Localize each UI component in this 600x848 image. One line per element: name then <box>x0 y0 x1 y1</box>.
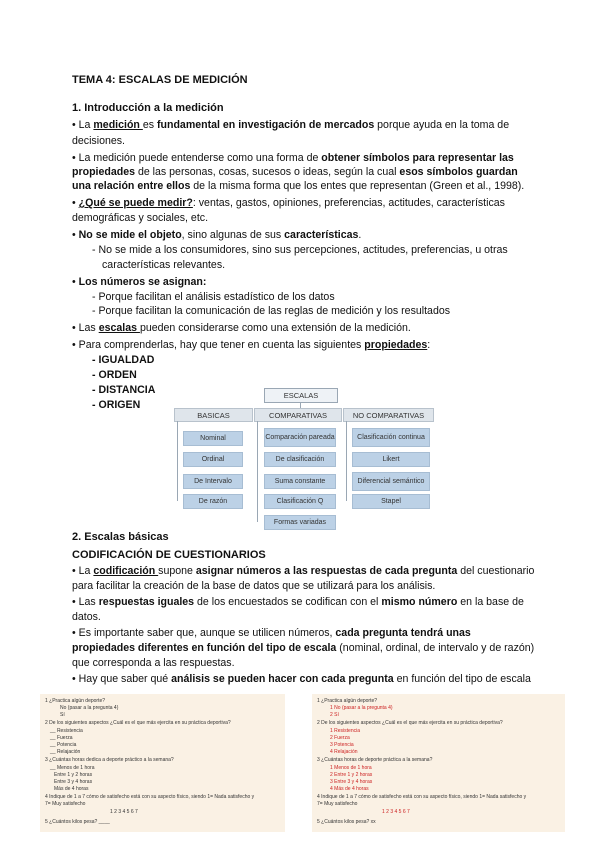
paragraph-5-bullet-1: - Porque facilitan el análisis estadístico de los datos <box>92 291 335 303</box>
paragraph-4-bullet-cont: características relevantes. <box>102 259 226 271</box>
section-2-subheading: CODIFICACIÓN DE CUESTIONARIOS <box>72 549 266 561</box>
diagram-item: De Intervalo <box>183 474 243 489</box>
diagram-item: Likert <box>352 452 430 467</box>
paragraph-5-line-1: • Los números se asignan: <box>72 276 207 288</box>
thumb-line: 5 ¿Cuántos kilos pesa? ____ <box>45 819 110 825</box>
section-2-heading: 2. Escalas básicas <box>72 531 169 543</box>
diagram-item: Clasificación continua <box>352 428 430 447</box>
thumb-line: 1 ¿Practica algún deporte? <box>45 698 106 704</box>
thumb-line: 3 Potencia <box>330 742 354 748</box>
s2-paragraph-3-line-1: • Es importante saber que, aunque se utilicen números, cada pregunta tendrá unas <box>72 627 471 639</box>
thumb-line: 1 Resistencia <box>330 728 361 734</box>
property-orden: - ORDEN <box>92 369 137 381</box>
s2-paragraph-1-line-1: • La codificación supone asignar números a las respuestas de cada pregunta del cuestionario <box>72 565 535 577</box>
paragraph-2-line-2: propiedades de las personas, cosas, sucesos o ideas, según la cual esos símbolos guardan <box>72 166 518 178</box>
property-origen: - ORIGEN <box>92 399 141 411</box>
property-distancia: - DISTANCIA <box>92 384 156 396</box>
questionnaire-coded-image <box>312 694 565 832</box>
diagram-item: Nominal <box>183 431 243 446</box>
paragraph-2-line-3: una relación entre ellos de la misma forma que los entes que representan (Green et al., 1998). <box>72 180 525 192</box>
s2-paragraph-4: • Hay que saber qué análisis se pueden hacer con cada pregunta en función del tipo de escala <box>72 673 531 685</box>
diagram-item: Stapel <box>352 494 430 509</box>
diagram-item: Clasificación Q <box>264 494 336 509</box>
diagram-header-basicas: BASICAS <box>174 408 253 422</box>
s2-paragraph-3-line-2: propiedades diferentes en función del tipo de escala (nominal, ordinal, de intervalo y de razón) <box>72 642 535 654</box>
thumb-line: 1 No (pasar a la pregunta 4) <box>330 705 393 711</box>
paragraph-5-bullet-2: - Porque facilitan la comunicación de las reglas de medición y los resultados <box>92 305 451 317</box>
diagram-item: Ordinal <box>183 452 243 467</box>
thumb-line: 5 ¿Cuántos kilos pesa? xx <box>317 819 376 825</box>
s2-paragraph-1-line-2: para facilitar la creación de la base de datos que se utilizará para los análisis. <box>72 580 436 592</box>
thumb-line: 4 Relajación <box>330 749 358 755</box>
thumb-line: 7= Muy satisfecho <box>45 801 86 807</box>
thumb-line: Más de 4 horas <box>54 786 89 792</box>
thumb-line: 3 ¿Cuántas horas de deporte práctica a la semana? <box>317 757 433 763</box>
thumb-line: 3 Entre 3 y 4 horas <box>330 779 373 785</box>
thumb-line: __ Fuerza <box>50 735 73 741</box>
thumb-line: __ Relajación <box>50 749 81 755</box>
thumb-line: 2 Sí <box>330 712 339 718</box>
thumb-line: 1 Menos de 1 hora <box>330 765 372 771</box>
thumb-line: 2 De los siguientes aspectos ¿Cuál es el que más ejercita en su práctica deportiva? <box>317 720 503 726</box>
s2-paragraph-2-line-1: • Las respuestas iguales de los encuestados se codifican con el mismo número en la base de <box>72 596 524 608</box>
diagram-connector <box>257 421 258 522</box>
paragraph-7: • Para comprenderlas, hay que tener en cuenta las siguientes propiedades: <box>72 339 431 351</box>
thumb-line: 1 2 3 4 5 6 7 <box>110 809 138 815</box>
thumb-line: Sí <box>60 712 65 718</box>
diagram-item: Formas variadas <box>264 515 336 530</box>
thumb-line: No (pasar a la pregunta 4) <box>60 705 119 711</box>
diagram-item: Diferencial semántico <box>352 472 430 491</box>
diagram-header-comparativas: COMPARATIVAS <box>254 408 342 422</box>
thumb-line: 3 ¿Cuántas horas dedica a deporte práctico a la semana? <box>45 757 174 763</box>
page-title: TEMA 4: ESCALAS DE MEDICIÓN <box>72 74 248 86</box>
thumb-line: Entre 3 y 4 horas <box>54 779 93 785</box>
thumb-line: 1 2 3 4 5 6 7 <box>382 809 410 815</box>
thumb-line: 4 Indique de 1 a 7 cómo de satisfecho está con su aspecto físico, siendo 1= Nada satisfecho y <box>45 794 255 800</box>
diagram-item: Suma constante <box>264 474 336 489</box>
paragraph-3-line-2: demográficas y sociales, etc. <box>72 212 209 224</box>
thumb-line: 2 De los siguientes aspectos ¿Cuál es el que más ejercita en su práctica deportiva? <box>45 720 231 726</box>
paragraph-6: • Las escalas pueden considerarse como una extensión de la medición. <box>72 322 411 334</box>
paragraph-2-line-1: • La medición puede entenderse como una forma de obtener símbolos para representar las <box>72 152 514 164</box>
thumb-line: 4 Más de 4 horas <box>330 786 369 792</box>
property-igualdad: - IGUALDAD <box>92 354 155 366</box>
diagram-header-no-comparativas: NO COMPARATIVAS <box>343 408 434 422</box>
thumb-line: 1 ¿Practica algún deporte? <box>317 698 378 704</box>
paragraph-4-line-1: • No se mide el objeto, sino algunas de sus características. <box>72 229 362 241</box>
section-1-heading: 1. Introducción a la medición <box>72 102 224 114</box>
s2-paragraph-3-line-3: que corresponda a las respuestas. <box>72 657 235 669</box>
paragraph-3-line-1: • ¿Qué se puede medir?: ventas, gastos, opiniones, preferencias, actitudes, características <box>72 197 505 209</box>
diagram-item: De razón <box>183 494 243 509</box>
thumb-line: 4 Indique de 1 a 7 cómo de satisfecho está con su aspecto físico, siendo 1= Nada satisfecho y <box>317 794 527 800</box>
thumb-line: __ Menos de 1 hora <box>50 765 95 771</box>
diagram-root: ESCALAS <box>264 388 338 403</box>
thumb-line: 7= Muy satisfecho <box>317 801 358 807</box>
thumb-line: 2 Fuerza <box>330 735 350 741</box>
thumb-line: 2 Entre 1 y 2 horas <box>330 772 373 778</box>
paragraph-1-line-1: • La medición es fundamental en investigación de mercados porque ayuda en la toma de <box>72 119 510 131</box>
s2-paragraph-2-line-2: datos. <box>72 611 101 623</box>
thumb-line: __ Resistencia <box>50 728 83 734</box>
paragraph-1-line-2: decisiones. <box>72 135 125 147</box>
paragraph-4-bullet: - No se mide a los consumidores, sino sus percepciones, actitudes, preferencias, u otras <box>92 244 508 256</box>
thumb-line: Entre 1 y 2 horas <box>54 772 93 778</box>
diagram-item: De clasificación <box>264 452 336 467</box>
diagram-item: Comparación pareada <box>264 428 336 447</box>
diagram-connector <box>177 421 178 501</box>
thumb-line: __ Potencia <box>50 742 77 748</box>
diagram-connector <box>346 421 347 501</box>
questionnaire-uncoded-image <box>40 694 285 832</box>
